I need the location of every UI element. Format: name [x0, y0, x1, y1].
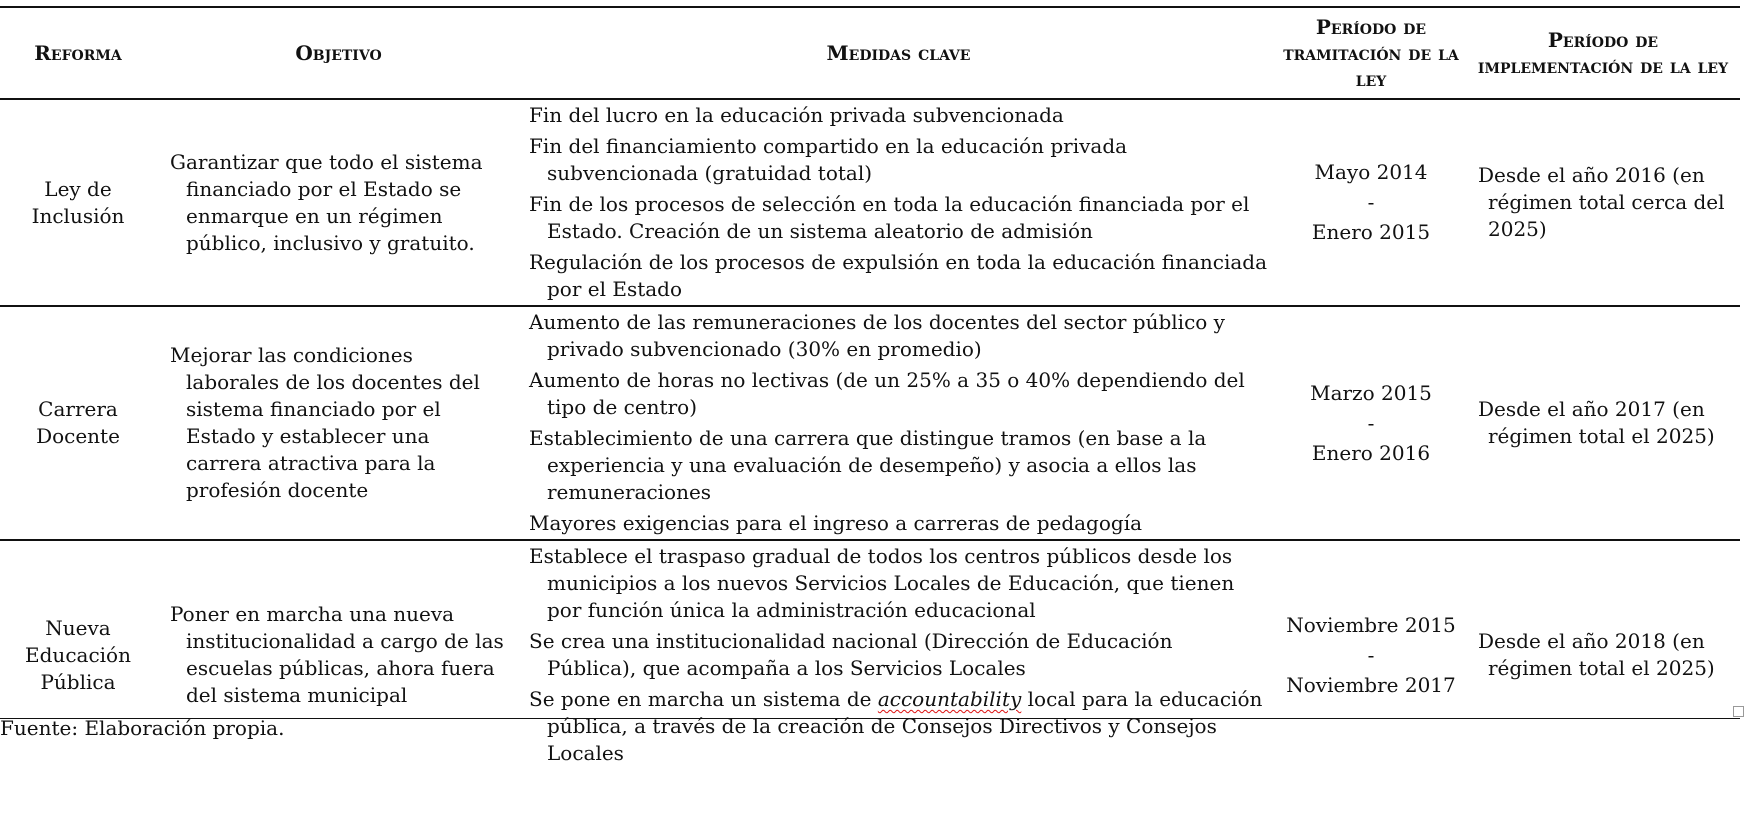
measure-text: local para la educación pública, a través de la creación de Consejos Directivos y Consejos Locales: [547, 687, 1263, 765]
processing-start: Mayo 2014: [1314, 160, 1428, 184]
spellcheck-flagged-word: accountability: [877, 687, 1022, 711]
header-processing: Período de tramitación de la ley: [1283, 15, 1459, 91]
measure-item: Establece el traspaso gradual de todos los centros públicos desde los municipios a los nuevos Servicios Locales de Educación, que tienen por función única la administración educacional: [529, 544, 1235, 622]
reform-name: Carrera Docente: [36, 397, 120, 448]
processing-end: Noviembre 2017: [1286, 672, 1456, 697]
measure-item: Aumento de las remuneraciones de los docentes del sector público y privado subvencionado (30% en promedio): [529, 310, 1225, 361]
header-measures: Medidas clave: [826, 41, 971, 65]
implementation-period: [1466, 306, 1740, 540]
table-resize-handle[interactable]: [1733, 706, 1744, 717]
reform-name: Nueva Educación Pública: [25, 615, 131, 694]
objective-text: Garantizar que todo el sistema financiado por el Estado se enmarque en un régimen público, inclusivo y gratuito.: [170, 149, 483, 255]
processing-dash: -: [1367, 410, 1375, 435]
reforms-table: [0, 6, 1740, 769]
measure-item: Mayores exigencias para el ingreso a carreras de pedagogía: [529, 511, 1143, 535]
processing-start: Marzo 2015: [1310, 380, 1432, 405]
table-row: [0, 306, 1740, 540]
table-row: [0, 99, 1740, 306]
processing-dash: -: [1367, 190, 1375, 214]
implementation-period: [1466, 99, 1740, 306]
header-reform: Reforma: [34, 41, 122, 65]
header-implementation: Período de implementación de la ley: [1477, 28, 1729, 78]
key-measures: [521, 306, 1276, 540]
measure-item: Fin de los procesos de selección en toda la educación financiada por el Estado. Creación de un sistema aleatorio de admisión: [529, 192, 1250, 243]
measure-item-accountability: [529, 686, 1268, 767]
implementation-text: Desde el año 2016 (en régimen total cerca del 2025): [1478, 163, 1725, 241]
implementation-text: Desde el año 2017 (en régimen total el 2025): [1478, 397, 1715, 448]
key-measures: [521, 540, 1276, 769]
processing-start: Noviembre 2015: [1286, 612, 1456, 637]
reform-objective: [156, 99, 521, 306]
objective-text: Poner en marcha una nueva institucionalidad a cargo de las escuelas públicas, ahora fuera del sistema municipal: [170, 602, 504, 707]
measure-item: Se crea una institucionalidad nacional (Dirección de Educación Pública), que acompaña a los Servicios Locales: [529, 629, 1173, 680]
measure-item: Fin del lucro en la educación privada subvencionada: [529, 103, 1064, 127]
reform-objective: [156, 306, 521, 540]
header-objective: Objetivo: [295, 41, 382, 65]
processing-end: Enero 2015: [1311, 220, 1431, 244]
implementation-text: Desde el año 2018 (en régimen total el 2025): [1478, 629, 1715, 680]
objective-text: Mejorar las condiciones laborales de los docentes del sistema financiado por el Estado y establecer una carrera atractiva para la profesión docente: [170, 343, 480, 502]
measure-item: Aumento de horas no lectivas (de un 25% a 35 o 40% dependiendo del tipo de centro): [529, 368, 1245, 419]
key-measures: [521, 99, 1276, 306]
measure-item: Fin del financiamiento compartido en la educación privada subvencionada (gratuidad total): [529, 134, 1128, 185]
processing-dash: -: [1367, 642, 1375, 667]
table-header-row: [0, 7, 1740, 99]
processing-period: [1276, 306, 1466, 540]
measure-item: Establecimiento de una carrera que distingue tramos (en base a la experiencia y una evaluación de desempeño) y asocia a ellos las remuneraciones: [529, 426, 1207, 504]
processing-period: [1276, 99, 1466, 306]
measure-text: Se pone en marcha un sistema de: [529, 687, 878, 711]
reform-name: Ley de Inclusión: [31, 176, 125, 228]
processing-period: [1276, 540, 1466, 769]
measure-item: Regulación de los procesos de expulsión en toda la educación financiada por el Estado: [529, 250, 1268, 301]
processing-end: Enero 2016: [1311, 440, 1431, 465]
implementation-period: [1466, 540, 1740, 769]
source-note: Fuente: Elaboración propia.: [0, 716, 285, 740]
